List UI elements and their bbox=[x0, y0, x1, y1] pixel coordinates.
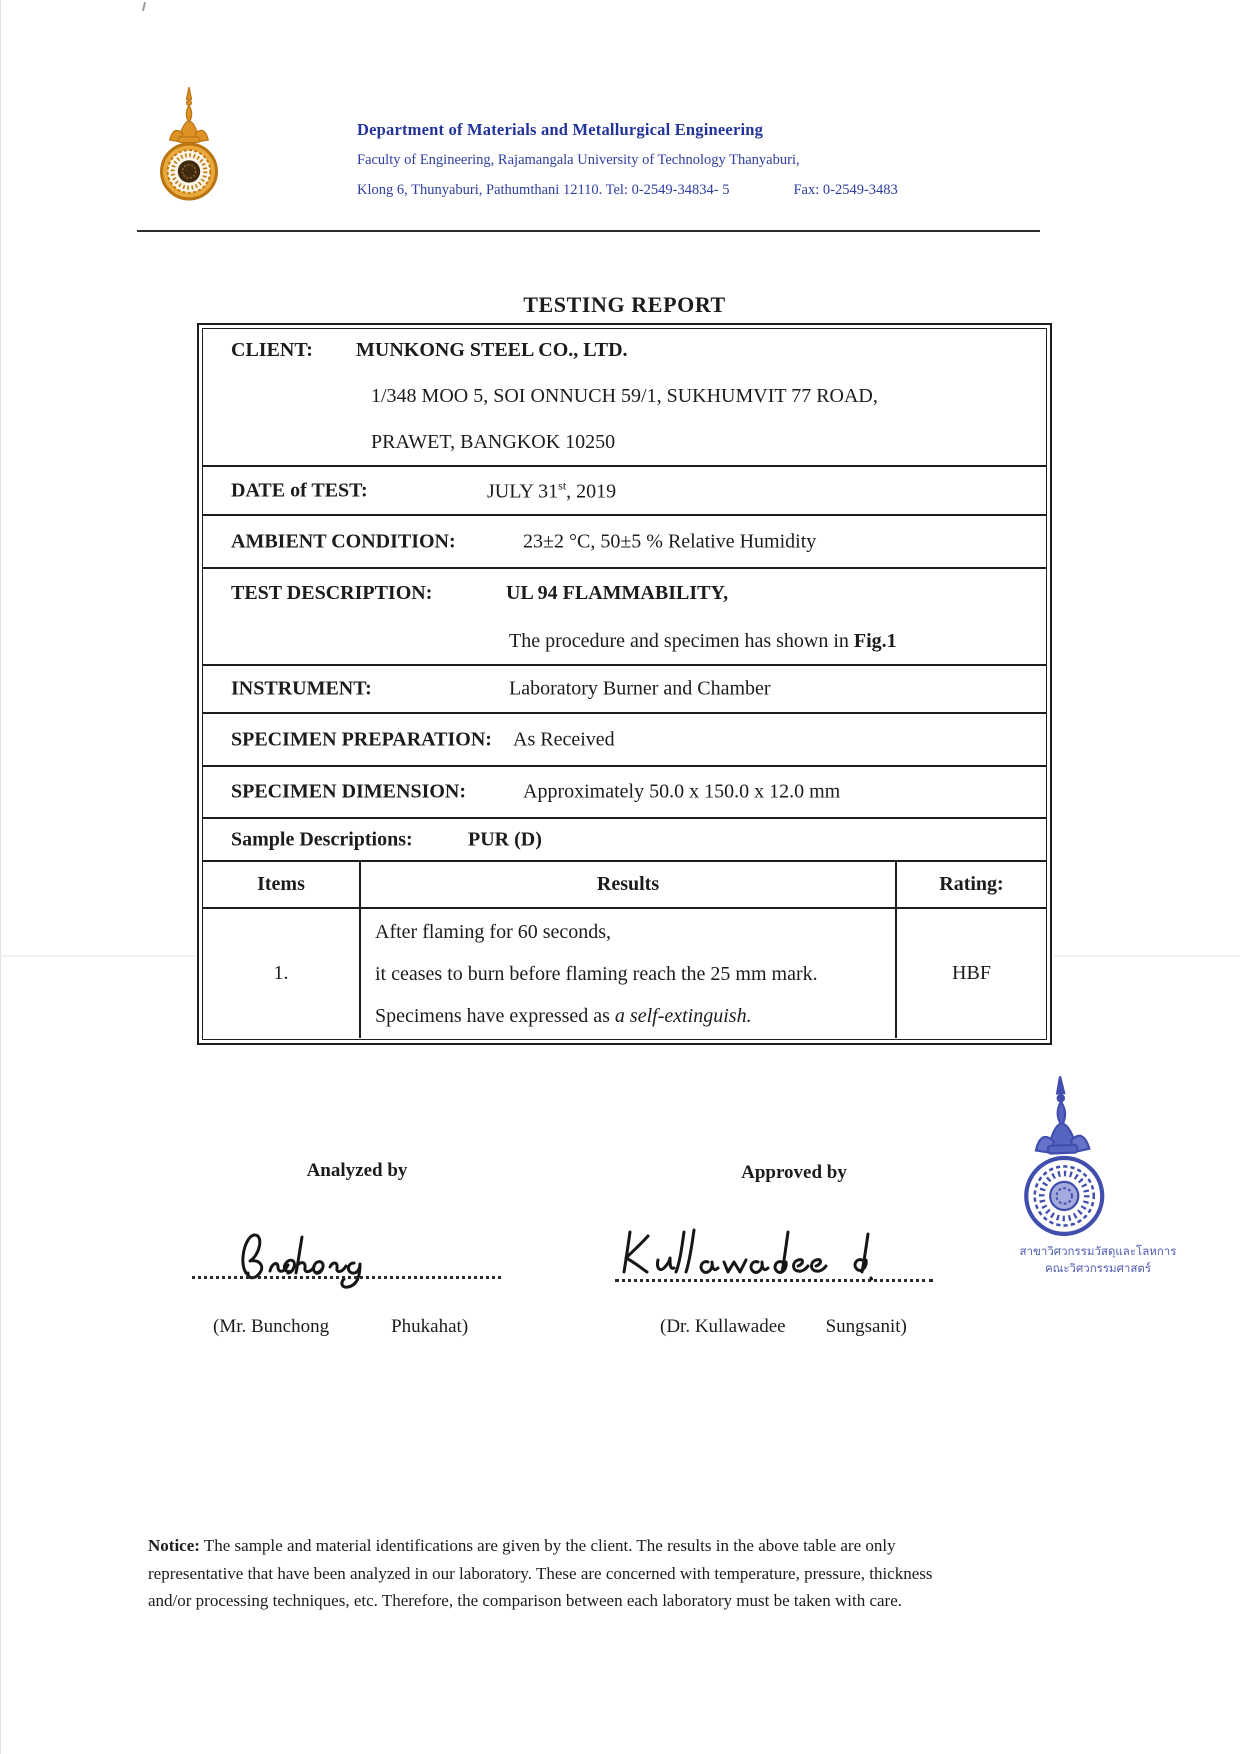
date-row bbox=[203, 467, 1046, 516]
header-address: Klong 6, Thunyaburi, Pathumthani 12110. Tel: 0-2549-34834- 5 bbox=[357, 182, 730, 198]
result-line-2: it ceases to burn before flaming reach the 25 mm mark. bbox=[375, 962, 818, 985]
date-ordinal: st bbox=[558, 478, 567, 493]
client-label: CLIENT: bbox=[231, 339, 313, 361]
notice-line-1-text: The sample and material identifications are given by the client. The results in the above table are only bbox=[199, 1536, 896, 1555]
header-fax: Fax: 0-2549-3483 bbox=[793, 182, 898, 198]
note-text: The procedure and specimen has shown in bbox=[509, 630, 854, 652]
notice-line-3: and/or processing techniques, etc. Therefore, the comparison between each laboratory must be taken with care. bbox=[148, 1591, 903, 1610]
instrument-row bbox=[203, 666, 1046, 714]
specimen-preparation-row bbox=[203, 714, 1046, 767]
instrument-label: INSTRUMENT: bbox=[231, 677, 372, 700]
stamp-text-line-1: สาขาวิศวกรรมวัสดุและโลหการ bbox=[1019, 1246, 1177, 1258]
ambient-label: AMBIENT CONDITION: bbox=[231, 530, 456, 552]
page-title: TESTING REPORT bbox=[523, 292, 726, 317]
approved-signature-line bbox=[615, 1271, 933, 1282]
date-day: JULY 31 bbox=[487, 479, 559, 502]
notice-label: Notice: bbox=[148, 1536, 200, 1555]
header-department: Department of Materials and Metallurgical Engineering bbox=[357, 120, 764, 139]
column-header-items: Items bbox=[257, 873, 305, 895]
client-address-1: 1/348 MOO 5, SOI ONNUCH 59/1, SUKHUMVIT 77 ROAD, bbox=[371, 385, 878, 407]
approved-by-name bbox=[660, 1316, 907, 1338]
specimen-dimension-value: Approximately 50.0 x 150.0 x 12.0 mm bbox=[523, 780, 841, 803]
result-line-1: After flaming for 60 seconds, bbox=[375, 920, 612, 943]
analyzed-name-suffix: Phukahat) bbox=[391, 1316, 469, 1337]
client-name: MUNKONG STEEL CO., LTD. bbox=[356, 339, 628, 361]
instrument-value: Laboratory Burner and Chamber bbox=[509, 677, 771, 700]
sample-descriptions-row bbox=[203, 819, 1046, 862]
specimen-dimension-row bbox=[203, 767, 1046, 819]
scan-edge-artifact bbox=[0, 0, 1, 1754]
report-table bbox=[197, 323, 1052, 1045]
stamp-text-line-2: คณะวิศวกรรมศาสตร์ bbox=[1044, 1263, 1152, 1275]
approved-by-heading: Approved by bbox=[741, 1162, 847, 1183]
ambient-value: 23±2 °C, 50±5 % Relative Humidity bbox=[523, 530, 817, 552]
result-text-cell bbox=[359, 909, 895, 1038]
date-year: , 2019 bbox=[566, 479, 617, 502]
date-value bbox=[487, 478, 616, 503]
analyzed-name-prefix: (Mr. Bunchong bbox=[213, 1316, 330, 1337]
analyzed-signature-handwriting bbox=[236, 1226, 406, 1295]
analyzed-signature-line bbox=[192, 1268, 501, 1279]
note-figure-ref: Fig.1 bbox=[853, 630, 897, 652]
result-item-number: 1. bbox=[273, 962, 289, 984]
test-description-value: UL 94 FLAMMABILITY, bbox=[506, 582, 729, 604]
test-description-note bbox=[509, 617, 897, 665]
column-header-results: Results bbox=[359, 862, 895, 907]
result-line-3-italic: a self-extinguish. bbox=[614, 1004, 752, 1027]
approved-signature-handwriting bbox=[616, 1222, 896, 1297]
specimen-preparation-value: As Received bbox=[513, 728, 615, 750]
date-label: DATE of TEST: bbox=[231, 479, 368, 501]
notice-line-1 bbox=[148, 1532, 933, 1560]
approved-name-prefix: (Dr. Kullawadee bbox=[660, 1316, 786, 1337]
column-header-rating: Rating: bbox=[895, 862, 1046, 907]
header-address-row bbox=[357, 182, 898, 199]
test-description-row bbox=[203, 569, 1046, 666]
test-description-label: TEST DESCRIPTION: bbox=[231, 582, 433, 604]
sample-descriptions-value: PUR (D) bbox=[468, 828, 542, 850]
client-address-2: PRAWET, BANGKOK 10250 bbox=[371, 431, 616, 453]
result-line-3-prefix: Specimens have expressed as bbox=[375, 1004, 615, 1027]
specimen-dimension-label: SPECIMEN DIMENSION: bbox=[231, 780, 467, 803]
university-seal-icon bbox=[1015, 1070, 1111, 1250]
result-row bbox=[203, 909, 1046, 1038]
sample-descriptions-label: Sample Descriptions: bbox=[231, 828, 413, 850]
result-rating: HBF bbox=[895, 909, 1046, 1038]
notice-line-2: representative that have been analyzed in our laboratory. These are concerned with temperature, pressure, thickness bbox=[148, 1563, 933, 1583]
notice-paragraph bbox=[148, 1532, 933, 1615]
client-row bbox=[203, 329, 1046, 467]
ambient-row bbox=[203, 516, 1046, 569]
scan-line-artifact bbox=[1054, 955, 1240, 957]
analyzed-by-name bbox=[213, 1316, 468, 1338]
scan-line-artifact bbox=[0, 955, 196, 957]
university-logo-icon bbox=[156, 86, 222, 204]
header-divider bbox=[137, 230, 1040, 232]
analyzed-by-heading: Analyzed by bbox=[306, 1160, 408, 1181]
header-faculty: Faculty of Engineering, Rajamangala University of Technology Thanyaburi, bbox=[357, 152, 800, 168]
result-line-3 bbox=[375, 995, 895, 1037]
scan-tick-artifact bbox=[142, 2, 146, 11]
results-header-row bbox=[203, 862, 1046, 909]
specimen-preparation-label: SPECIMEN PREPARATION: bbox=[231, 728, 492, 750]
stamp-text bbox=[968, 1244, 1228, 1278]
approved-name-suffix: Sungsanit) bbox=[825, 1316, 907, 1337]
